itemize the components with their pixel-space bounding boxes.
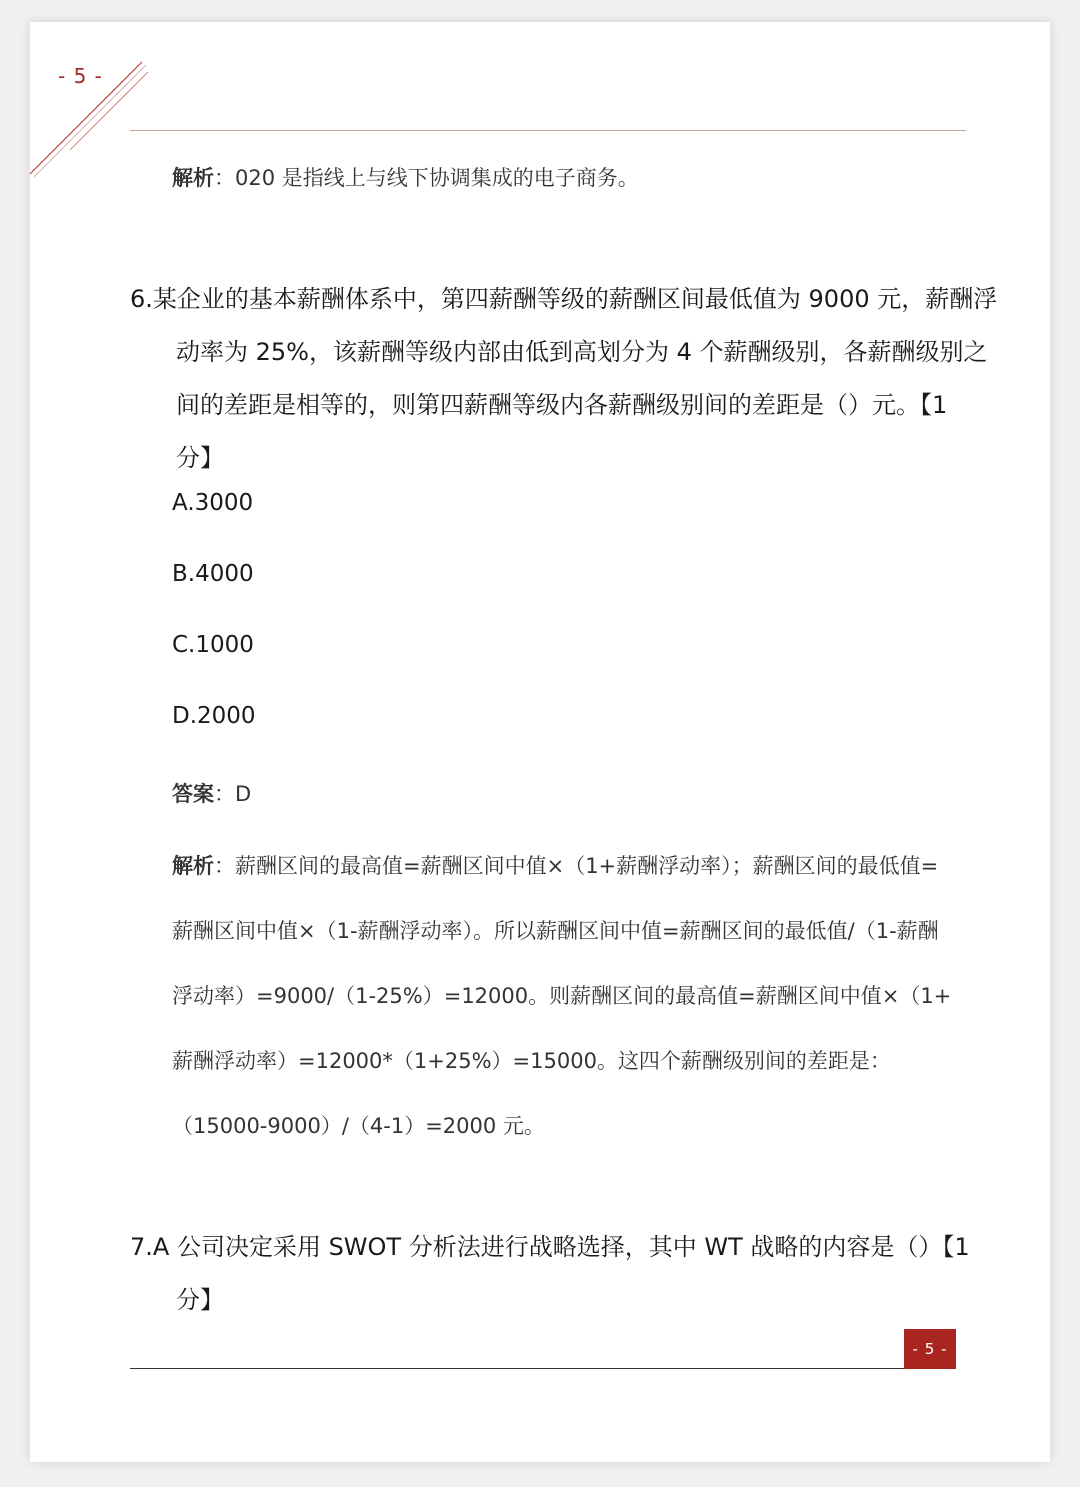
analysis-label: 解析 bbox=[172, 854, 214, 878]
analysis-line-3: 浮动率）=9000/（1-25%）=12000。则薪酬区间的最高值=薪酬区间中值×（1+ bbox=[172, 984, 952, 1008]
answer bbox=[172, 778, 251, 808]
answer-label: 答案 bbox=[172, 782, 214, 806]
header-rule bbox=[130, 130, 966, 131]
answer-text: ：D bbox=[214, 782, 252, 806]
prev-analysis bbox=[172, 162, 639, 192]
footer-page-number: - 5 - bbox=[904, 1329, 956, 1369]
question6-line-1: 6.某企业的基本薪酬体系中，第四薪酬等级的薪酬区间最低值为 9000 元，薪酬浮 bbox=[130, 285, 998, 313]
prev-analysis-text: ：020 是指线上与线下协调集成的电子商务。 bbox=[214, 166, 639, 190]
question6-line-3: 间的差距是相等的，则第四薪酬等级内各薪酬级别间的差距是（）元。【1 bbox=[176, 391, 948, 419]
analysis-line-4: 薪酬浮动率）=12000*（1+25%）=15000。这四个薪酬级别间的差距是： bbox=[172, 1049, 891, 1073]
analysis-line-1 bbox=[172, 850, 938, 880]
analysis-text-1: ：薪酬区间的最高值=薪酬区间中值×（1+薪酬浮动率）；薪酬区间的最低值= bbox=[214, 854, 939, 878]
question6-line-4: 分】 bbox=[176, 444, 224, 472]
document-page bbox=[30, 22, 1050, 1462]
question6-line-2: 动率为 25%，该薪酬等级内部由低到高划分为 4 个薪酬级别，各薪酬级别之 bbox=[176, 338, 988, 366]
analysis-line-5: （15000-9000）/（4-1）=2000 元。 bbox=[172, 1114, 545, 1138]
question7-line-2: 分】 bbox=[176, 1286, 224, 1314]
option-b: B.4000 bbox=[172, 561, 254, 587]
option-a: A.3000 bbox=[172, 490, 254, 516]
analysis-line-2: 薪酬区间中值×（1-薪酬浮动率）。所以薪酬区间中值=薪酬区间的最低值/（1-薪酬 bbox=[172, 919, 939, 943]
header-page-number: - 5 - bbox=[58, 64, 103, 88]
option-d: D.2000 bbox=[172, 703, 256, 729]
question7-line-1: 7.A 公司决定采用 SWOT 分析法进行战略选择，其中 WT 战略的内容是（）【1 bbox=[130, 1233, 970, 1261]
prev-analysis-label: 解析 bbox=[172, 166, 214, 190]
corner-decoration bbox=[30, 22, 170, 192]
option-c: C.1000 bbox=[172, 632, 254, 658]
footer-rule bbox=[130, 1368, 956, 1369]
